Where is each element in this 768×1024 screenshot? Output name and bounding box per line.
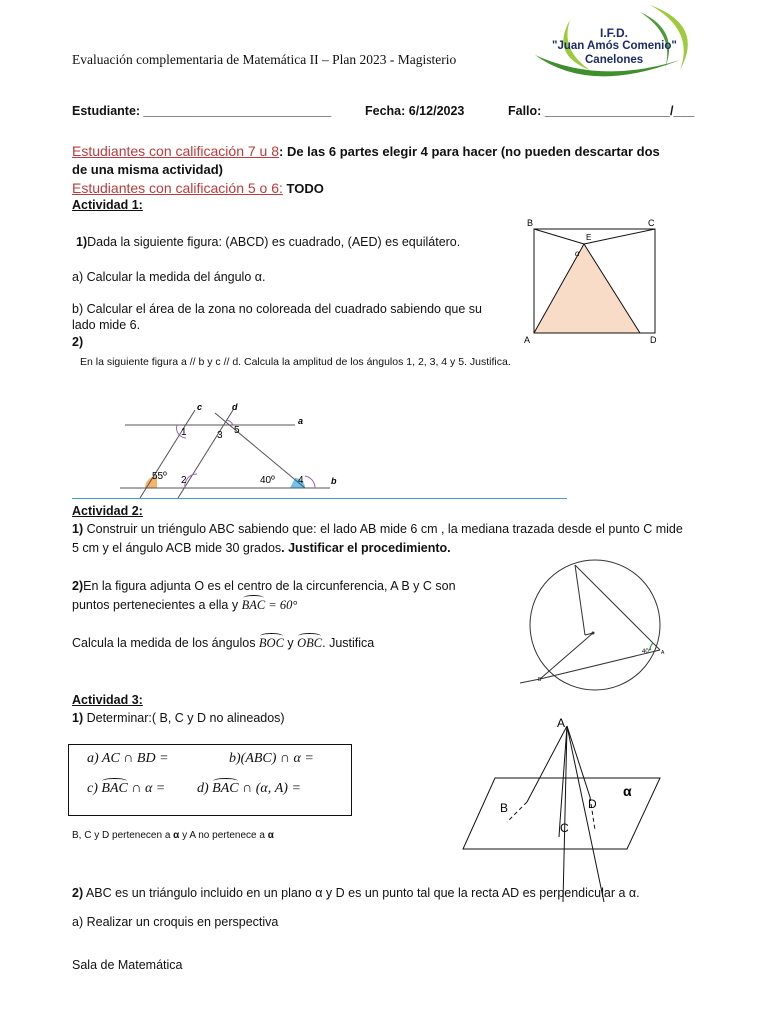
grade-field: Fallo: __________________/___: [508, 104, 695, 118]
group1-text: : De las 6 partes elegir 4 para hacer (no pueden descartar dos: [279, 144, 660, 159]
item-c: [87, 781, 165, 797]
instructions-line-3: [72, 180, 324, 196]
angle-5: 5: [234, 425, 240, 436]
group1-label: Estudiantes con calificación 7 u 8: [72, 143, 280, 159]
note-mid: y A no pertenece a: [179, 830, 268, 841]
item-c-label: c): [87, 781, 102, 796]
angle-bac-value: = 60°: [265, 598, 298, 612]
line-label-d: d: [232, 402, 238, 412]
footer-text: Sala de Matemática: [72, 958, 183, 972]
act2-p2-line2-pre: puntos pertenecientes a ella y: [72, 598, 242, 612]
set-operations-box: [68, 744, 352, 816]
circle-figure: [505, 555, 670, 695]
point-B: B: [500, 801, 509, 815]
group2-text: TODO: [282, 181, 324, 196]
angle-4: 4: [298, 475, 304, 486]
point-B-label: B: [538, 677, 542, 683]
act1-problem-1: [76, 235, 460, 249]
label-C: C: [648, 218, 655, 228]
line-label-b: b: [331, 476, 337, 486]
act2-problem-2-line2: [72, 598, 297, 613]
note-pre: B, C y D pertenecen a: [72, 830, 174, 841]
item-c-angle: BAC: [101, 781, 128, 796]
angle-bac: BAC: [241, 598, 266, 612]
angle-1: 1: [181, 427, 187, 438]
angle-55: 55º: [152, 471, 167, 482]
line-label-c: c: [197, 402, 203, 412]
point-A: A: [557, 716, 566, 730]
item-b: b)(ABC) ∩ α =: [229, 751, 314, 766]
item-d: [197, 781, 301, 797]
logo-line-3: Canelones: [585, 54, 644, 66]
act3-p2-text: ABC es un triángulo incluido en un plano α y D es un punto tal que la recta AD es perpendicular a α.: [83, 886, 640, 900]
angle-40-label: 40°: [642, 649, 652, 655]
item-d-angle: BAC: [212, 781, 239, 796]
act2-p1-line2-text: 5 cm y el ángulo ACB mide 30 grados: [72, 541, 282, 555]
item-d-label: d): [197, 781, 213, 796]
act3-note: [72, 830, 274, 841]
angle-obc: OBC: [297, 636, 323, 650]
activity-2-title: Actividad 2:: [72, 504, 143, 518]
plane-perspective-figure: [455, 712, 665, 902]
plane-label-alpha: α: [623, 783, 632, 799]
activity-1-title: Actividad 1:: [72, 198, 143, 212]
parallel-lines-figure: [115, 398, 345, 498]
equilateral-triangle: [534, 244, 640, 333]
angle-2: 2: [181, 475, 187, 486]
logo-line-1: I.F.D.: [600, 26, 629, 40]
act2-p1-line2-end: . Justificar el procedimiento.: [281, 541, 451, 555]
instructions-line-1: [72, 143, 660, 159]
logo-line-2: "Juan Amós Comenio": [552, 40, 677, 52]
act1-part-b-line1: b) Calcular el área de la zona no coloreada del cuadrado sabiendo que su: [72, 302, 483, 316]
section-divider: [72, 498, 567, 499]
note-alpha-2: α: [267, 830, 274, 841]
label-B: B: [527, 218, 534, 228]
document-title: Evaluación complementaria de Matemática II – Plan 2023 - Magisterio: [72, 52, 457, 67]
line-label-a: a: [298, 416, 304, 426]
group2-label: Estudiantes con calificación 5 o 6:: [72, 180, 283, 196]
item-c-post: ∩ α =: [127, 781, 166, 796]
act2-problem-1-line2: [72, 541, 451, 555]
item-d-post: ∩ (α, A) =: [238, 781, 301, 796]
student-field: Estudiante: ___________________________: [72, 104, 332, 118]
act1-p1-text: Dada la siguiente figura: (ABCD) es cuadrado, (AED) es equilátero.: [87, 235, 461, 249]
point-C: C: [560, 821, 569, 835]
act3-p1-number: 1): [72, 711, 84, 725]
act2-p2-text: En la figura adjunta O es el centro de la circunferencia, A B y C son: [83, 579, 456, 593]
act1-problem-2-number: 2): [72, 335, 84, 349]
label-alpha: α: [575, 249, 580, 258]
label-A: A: [524, 335, 531, 345]
angle-boc: BOC: [258, 636, 284, 650]
label-E: E: [586, 233, 592, 242]
instructions-line-2: de una misma actividad): [72, 162, 223, 177]
square-triangle-figure: [518, 212, 668, 347]
act2-problem-3: [72, 636, 374, 651]
act2-p3-pre: Calcula la medida de los ángulos: [72, 636, 259, 650]
ifd-logo: [530, 0, 710, 90]
act1-problem-2-text: En la siguiente figura a // b y c // d. Calcula la amplitud de los ángulos 1, 2, 3, 4 y 5. Justifica.: [80, 356, 511, 368]
item-a: a) AC ∩ BD =: [87, 751, 169, 766]
act3-p2-number: 2): [72, 886, 84, 900]
point-D: D: [588, 797, 597, 811]
act2-p1-text: Construir un triéngulo ABC sabiendo que: el lado AB mide 6 cm , la mediana trazada desde el punto C mide: [83, 522, 683, 536]
act2-p3-end: . Justifica: [322, 636, 375, 650]
act2-p1-number: 1): [72, 522, 84, 536]
act2-problem-1-line1: [72, 522, 683, 536]
act1-part-b-line2: lado mide 6.: [72, 318, 141, 332]
act2-problem-2-line1: [72, 579, 456, 593]
act2-p2-number: 2): [72, 579, 84, 593]
label-D: D: [650, 335, 657, 345]
act3-p1-text: Determinar:( B, C y D no alineados): [83, 711, 285, 725]
act3-problem-1: [72, 711, 285, 725]
act3-problem-2-part-a: a) Realizar un croquis en perspectiva: [72, 915, 279, 929]
act1-part-a: a) Calcular la medida del ángulo α.: [72, 270, 266, 284]
point-A-label: A: [661, 650, 665, 656]
angle-40: 40º: [260, 475, 275, 486]
act2-p3-y: y: [283, 636, 298, 650]
note-alpha-1: α: [173, 830, 180, 841]
date-field: Fecha: 6/12/2023: [365, 104, 465, 118]
activity-3-title: Actividad 3:: [72, 693, 143, 707]
act3-problem-2: [72, 886, 640, 900]
angle-3: 3: [217, 430, 223, 441]
act1-p1-number: 1): [76, 235, 88, 249]
